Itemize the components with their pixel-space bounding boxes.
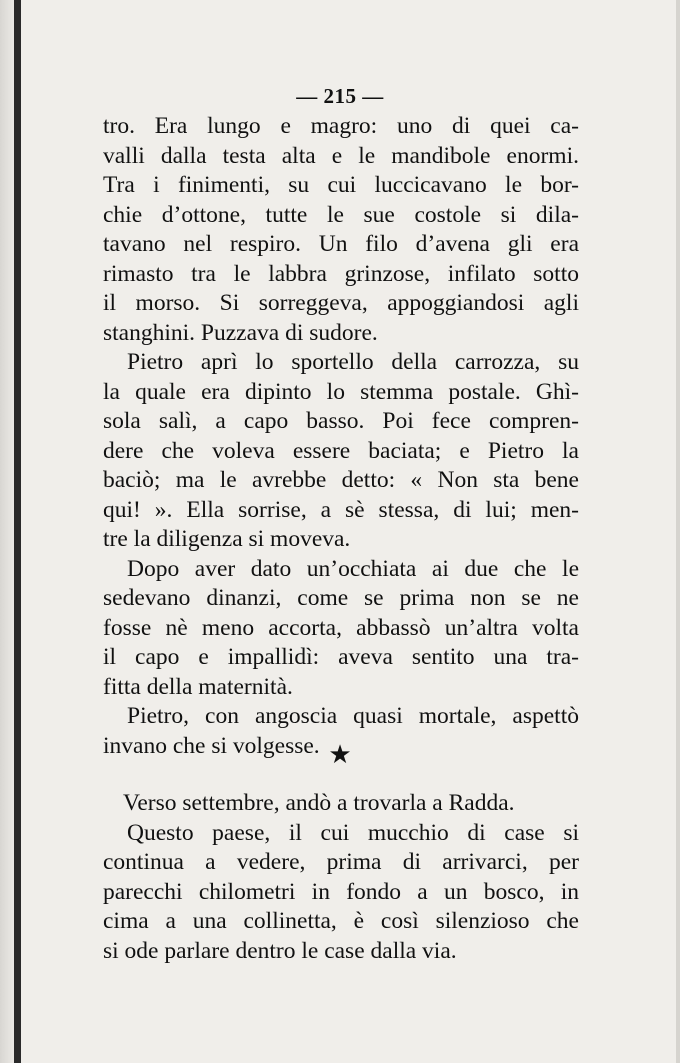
- text-line: fosse nè meno accorta, abbassò un’altra volta: [103, 614, 579, 641]
- text-line: rimasto tra le labbra grinzose, infilato sotto: [103, 260, 579, 287]
- text-line: Pietro, con angoscia quasi mortale, aspettò: [127, 703, 579, 729]
- text-line: il capo e impallidì: aveva sentito una tra-: [103, 644, 579, 670]
- text-line: sedevano dinanzi, come se prima non se ne: [103, 585, 579, 611]
- text-line: invano che si volgesse.: [103, 732, 320, 759]
- page-edge: [676, 0, 680, 1063]
- binding-shadow: [0, 0, 14, 1063]
- text-line: tro. Era lungo e magro: uno di quei ca-: [103, 113, 579, 139]
- text-line: il morso. Si sorreggeva, appoggiandosi agli: [103, 290, 579, 316]
- text-line: chie d’ottone, tutte le sue costole si dila-: [103, 201, 579, 228]
- page-number: — 215 —: [296, 84, 384, 108]
- text-line: la quale era dipinto lo stemma postale. Ghì-: [103, 378, 579, 405]
- text-line: si ode parlare dentro le case dalla via.: [103, 937, 457, 964]
- text-line: baciò; ma le avrebbe detto: « Non sta bene: [103, 467, 579, 493]
- body-text-bottom: [103, 789, 579, 966]
- text-line: dere che voleva essere baciata; e Pietro la: [103, 437, 579, 464]
- text-line: fitta della maternità.: [103, 673, 293, 700]
- text-line: valli dalla testa alta e le mandibole enormi.: [103, 142, 579, 169]
- text-line: Dopo aver dato un’occhiata ai due che le: [127, 555, 579, 582]
- text-line: qui! ». Ella sorrise, a sè stessa, di lui; men-: [103, 496, 579, 523]
- text-line: tavano nel respiro. Un filo d’avena gli era: [103, 231, 579, 257]
- text-line: Pietro aprì lo sportello della carrozza, su: [127, 349, 579, 375]
- text-line: Tra i finimenti, su cui luccicavano le bor-: [103, 172, 579, 198]
- text-line: parecchi chilometri in fondo a un bosco, in: [103, 878, 579, 905]
- section-separator-star-icon: ★: [328, 740, 352, 770]
- text-line: stanghini. Puzzava di sudore.: [103, 319, 378, 346]
- text-line: continua a vedere, prima di arrivarci, per: [103, 849, 579, 875]
- text-line: Verso settembre, andò a trovarla a Radda.: [123, 790, 515, 816]
- text-line: Questo paese, il cui mucchio di case si: [127, 819, 579, 846]
- text-line: sola salì, a capo basso. Poi fece compren-: [103, 408, 579, 434]
- binding-edge: [14, 0, 21, 1063]
- text-line: tre la diligenza si moveva.: [103, 526, 351, 552]
- text-line: cima a una collinetta, è così silenzioso che: [103, 908, 579, 934]
- body-text-top: [103, 112, 579, 761]
